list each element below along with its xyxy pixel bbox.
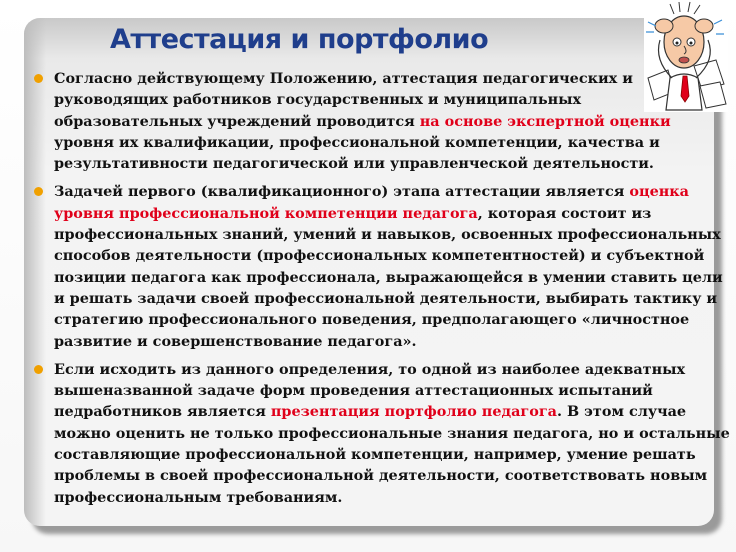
text-line [54,288,718,309]
text-line [54,224,721,245]
text-line [54,423,730,444]
body-text: Если исходить из данного определения, то одной из наиболее адекватных [54,360,686,378]
text-line [54,309,714,330]
highlighted-text: оценка [629,183,689,201]
text-line [54,331,714,352]
slide-title: Аттестация и портфолио [110,24,489,55]
text-line [54,68,714,89]
text-line [54,203,714,224]
body-text: можно оценить не только профессиональные знания педагога, но и остальные [54,424,730,442]
body-text: . В этом случае [556,403,687,421]
body-text: Задачей первого (квалификационного) этапа аттестации является [54,183,630,201]
bullet-icon [34,187,43,196]
text-line [54,111,714,132]
body-text: профессиональных знаний, умений и навыков, освоенных профессиональных [54,226,721,244]
text-line [54,132,714,153]
text-line [54,465,714,486]
body-text: и решать задачи своей профессиональной деятельности, выбирать тактику и [54,289,718,307]
text-line [54,89,714,110]
text-line [54,380,714,401]
slide-body [34,68,730,515]
body-text: вышеназванной задаче форм проведения аттестационных испытаний [54,382,653,400]
text-line [54,153,714,174]
body-text: развитие и совершенствование педагога». [54,332,417,350]
highlighted-text: презентация портфолио педагога [270,403,557,421]
text-line [54,359,714,380]
body-text: , которая состоит из [477,204,652,222]
text-line [54,181,714,202]
text-line [54,267,723,288]
bullet-icon [34,365,43,374]
body-text: уровня их квалификации, профессиональной компетенции, качества и [54,133,660,151]
text-line [54,245,714,266]
body-text: педработников является [54,403,271,421]
body-text: Согласно действующему Положению, аттестация педагогических и [54,70,633,87]
body-text: стратегию профессионального поведения, предполагающего «личностное [54,311,690,329]
body-text: профессиональным требованиям. [54,488,343,506]
text-line [54,401,714,422]
highlighted-text: на основе экспертной оценки [419,112,671,130]
bullet-paragraph [34,181,723,351]
body-text: составляющие профессиональной компетенции, например, умение решать [54,446,696,464]
body-text: результативности педагогической или управленческой деятельности. [54,155,654,173]
text-line [54,487,714,508]
text-line [54,444,714,465]
body-text: позиции педагога как профессионала, выражающейся в умении ставить цели [54,268,723,286]
bullet-paragraph [34,68,714,174]
body-text: образовательных учреждений проводится [54,112,420,130]
bullet-icon [34,74,43,83]
body-text: способов деятельности (профессиональных компетентностей) и субъектной [54,247,705,265]
body-text: проблемы в своей профессиональной деятельности, соответствовать новым [54,467,708,485]
bullet-paragraph [34,359,730,508]
body-text: руководящих работников государственных и муниципальных [54,91,582,109]
highlighted-text: уровня профессиональной компетенции педагога [54,204,478,222]
